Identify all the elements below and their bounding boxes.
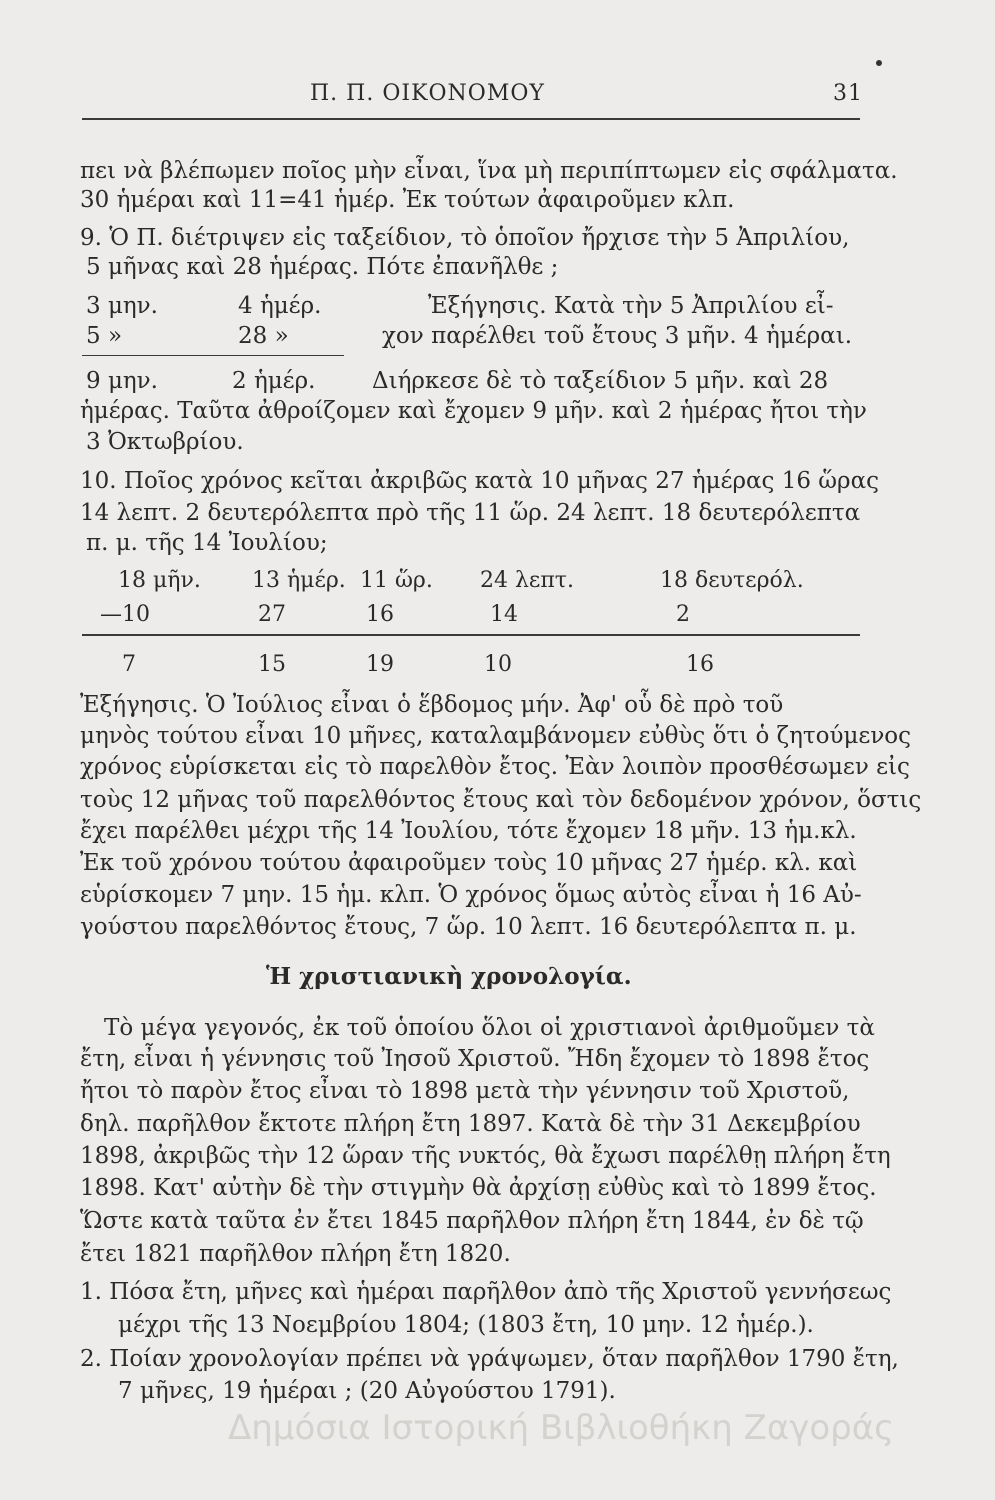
question-1-answer: μέχρι τῆς 13 Νοεμβρίου 1804; (1803 ἔτη, 10 μην. 12 ἡμέρ.). [118,1312,814,1338]
question-2-answer: 7 μῆνες, 19 ἡμέραι ; (20 Αὐγούστου 1791). [118,1378,616,1404]
paragraph-line: Ὥστε κατὰ ταῦτα ἐν ἔτει 1845 παρῆλθον πλήρη ἔτη 1844, ἐν δὲ τῷ [80,1208,864,1234]
calc-cell: 4 ἡμέρ. [238,293,322,319]
text-line: τοὺς 12 μῆνας τοῦ παρελθόντος ἔτους καὶ τὸν δεδομένον χρόνον, ὅστις [80,787,922,813]
paragraph-line: δηλ. παρῆλθον ἔκτοτε πλήρη ἔτη 1897. Κατὰ δὲ τὴν 31 Δεκεμβρίου [80,1111,861,1137]
text-line: εὑρίσκομεν 7 μην. 15 ἡμ. κλπ. Ὁ χρόνος ὅμως αὐτὸς εἶναι ἡ 16 Αὐ- [80,882,862,908]
text-line: Ἐκ τοῦ χρόνου τούτου ἀφαιροῦμεν τοὺς 10 μῆνας 27 ἡμέρ. κλ. καὶ [80,850,858,876]
calc-cell: 13 ἡμέρ. [252,568,346,593]
paragraph-line: ἔτει 1821 παρῆλθον πλήρη ἔτη 1820. [80,1241,511,1267]
explanation-line: χον παρέλθει τοῦ ἔτους 3 μῆν. 4 ἡμέραι. [382,323,853,349]
exercise-10-line: 10. Ποῖος χρόνος κεῖται ἀκριβῶς κατὰ 10 μῆνας 27 ἡμέρας 16 ὥρας [80,468,879,494]
header-rule [82,118,860,120]
calc-cell: 11 ὥρ. [360,568,433,593]
running-header-author: Π. Π. ΟΙΚΟΝΟΜΟΥ [310,81,545,106]
calc-cell: 5 » [86,323,123,349]
calc-cell: 15 [258,652,286,677]
paragraph-line: 1898, ἀκριβῶς τὴν 12 ὥραν τῆς νυκτός, θὰ ἔχωσι παρέλθῃ πλήρη ἔτη [80,1143,891,1169]
calc-cell: 2 [676,602,690,627]
explanation-line: Ἐξήγησις. Κατὰ τὴν 5 Ἀπριλίου εἶ- [428,293,834,319]
paragraph-line: ἔτη, εἶναι ἡ γέννησις τοῦ Ἰησοῦ Χριστοῦ. Ἤδη ἔχομεν τὸ 1898 ἔτος [80,1046,870,1072]
calc-cell: 7 [122,652,136,677]
text-line: πει νὰ βλέπωμεν ποῖος μὴν εἶναι, ἵνα μὴ περιπίπτωμεν εἰς σφάλματα. [80,158,898,184]
calc-cell: 2 ἡμέρ. [232,368,316,394]
text-line: Ἐξήγησις. Ὁ Ἰούλιος εἶναι ὁ ἕβδομος μήν. Ἀφ' οὗ δὲ πρὸ τοῦ [80,692,784,718]
text-line: ἡμέρας. Ταῦτα ἀθροίζομεν καὶ ἔχομεν 9 μῆν. καὶ 2 ἡμέρας ἤτοι τὴν [80,398,867,424]
text-line: 14 λεπτ. 2 δευτερόλεπτα πρὸ τῆς 11 ὥρ. 24 λεπτ. 18 δευτερόλεπτα [80,500,861,526]
calc-cell: 3 μην. [86,293,158,319]
calc-cell: 18 μῆν. [118,568,201,593]
exercise-9-line: 9. Ὁ Π. διέτριψεν εἰς ταξείδιον, τὸ ὁποῖον ἤρχισε τὴν 5 Ἀπριλίου, [80,225,850,251]
calc-cell: 27 [258,602,286,627]
calc-cell: 9 μην. [86,368,158,394]
text-line: π. μ. τῆς 14 Ἰουλίου; [86,530,328,556]
section-heading: Ἡ χριστιανικὴ χρονολογία. [266,963,632,990]
calc-cell: —10 [100,602,150,627]
paragraph-line: ἤτοι τὸ παρὸν ἔτος εἶναι τὸ 1898 μετὰ τὴν γέννησιν τοῦ Χριστοῦ, [80,1078,850,1104]
sum-rule [82,355,344,356]
text-line: ἔχει παρέλθει μέχρι τῆς 14 Ἰουλίου, τότε ἔχομεν 18 μῆν. 13 ἡμ.κλ. [80,818,857,844]
calc-cell: 16 [686,652,714,677]
library-watermark: Δημόσια Ιστορική Βιβλιοθήκη Ζαγοράς [228,1408,895,1448]
calc-cell: 24 λεπτ. [480,568,574,593]
text-line: χρόνος εὑρίσκεται εἰς τὸ παρελθὸν ἔτος. Ἐὰν λοιπὸν προσθέσωμεν εἰς [80,754,910,780]
calc-cell: 19 [366,652,394,677]
calc-cell: 18 δευτερόλ. [660,568,804,593]
paragraph-line: Τὸ μέγα γεγονός, ἐκ τοῦ ὁποίου ὅλοι οἱ χριστιανοὶ ἀριθμοῦμεν τὰ [104,1015,875,1041]
calc-cell: 14 [490,602,518,627]
question-2-line: 2. Ποίαν χρονολογίαν πρέπει νὰ γράψωμεν, ὅταν παρῆλθον 1790 ἔτη, [80,1346,899,1372]
ink-dot [876,60,882,66]
subtraction-rule [82,634,860,636]
text-line: 30 ἡμέραι καὶ 11=41 ἡμέρ. Ἐκ τούτων ἀφαιροῦμεν κλπ. [80,187,735,213]
question-1-line: 1. Πόσα ἔτη, μῆνες καὶ ἡμέραι παρῆλθον ἀπὸ τῆς Χριστοῦ γεννήσεως [80,1279,892,1305]
explanation-line: Διήρκεσε δὲ τὸ ταξείδιον 5 μῆν. καὶ 28 [372,368,829,394]
text-line: γούστου παρελθόντος ἔτους, 7 ὥρ. 10 λεπτ. 16 δευτερόλεπτα π. μ. [80,914,857,940]
text-line: μηνὸς τούτου εἶναι 10 μῆνες, καταλαμβάνομεν εὐθὺς ὅτι ὁ ζητούμενος [80,723,912,749]
calc-cell: 10 [484,652,512,677]
paragraph-line: 1898. Κατ' αὐτὴν δὲ τὴν στιγμὴν θὰ ἀρχίσῃ εὐθὺς καὶ τὸ 1899 ἔτος. [80,1175,877,1201]
calc-cell: 28 » [238,323,289,349]
calc-cell: 16 [366,602,394,627]
text-line: 5 μῆνας καὶ 28 ἡμέρας. Πότε ἐπανῆλθε ; [86,254,559,280]
text-line: 3 Ὀκτωβρίου. [86,429,244,455]
page-number: 31 [833,81,863,106]
